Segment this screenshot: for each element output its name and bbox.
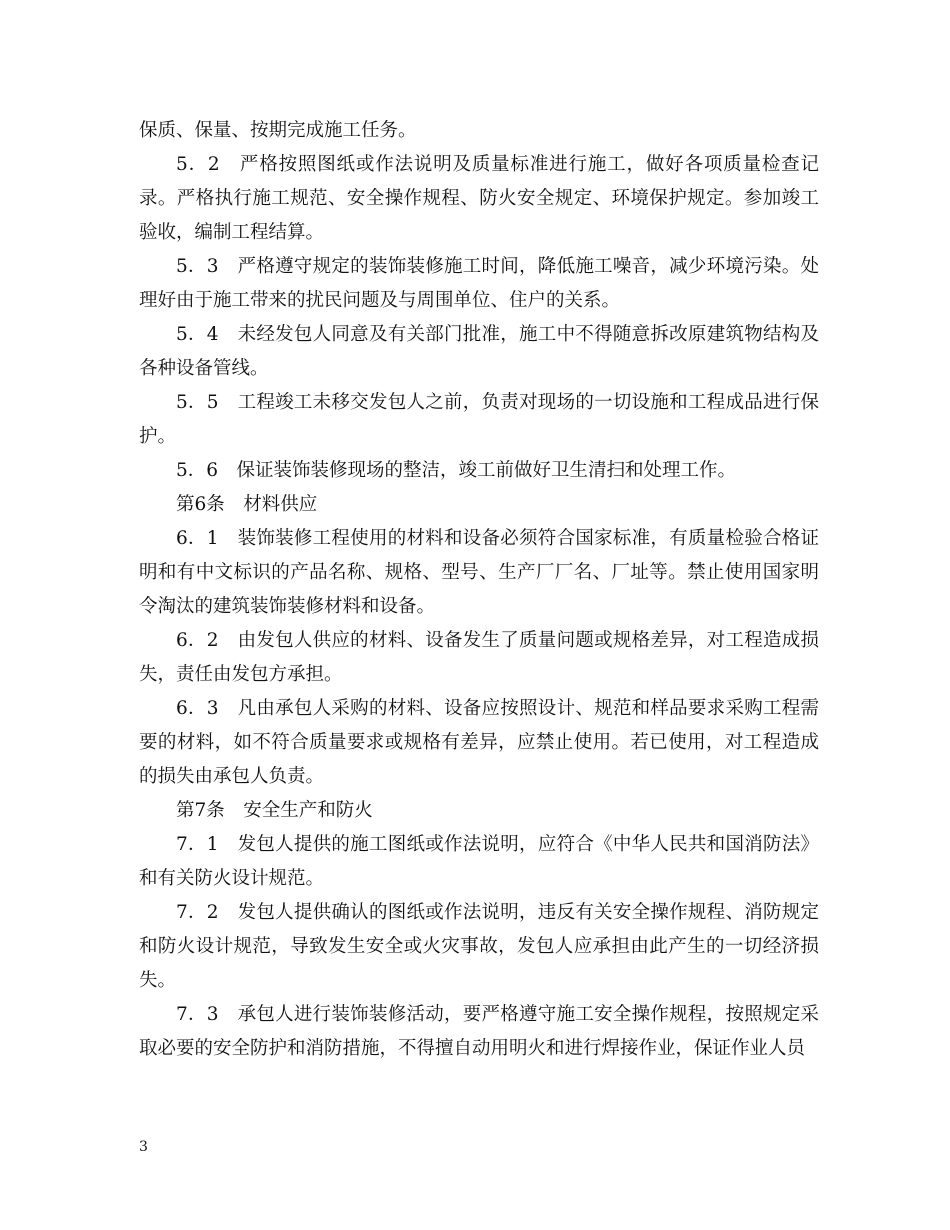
clause-6-1: 6．1 装饰装修工程使用的材料和设备必须符合国家标准，有质量检验合格证明和有中文标识的产品名称、规格、型号、生产厂厂名、厂址等。禁止使用国家明令淘汰的建筑装饰装修材料和设备。 [139,528,819,617]
page-number: 3 [139,1139,148,1155]
document-body [139,114,819,1066]
article-7-heading: 第7条 安全生产和防火 [176,800,373,821]
clause-5-4: 5．4 未经发包人同意及有关部门批准，施工中不得随意拆改原建筑物结构及各种设备管线。 [139,324,819,379]
clause-5-5: 5．5 工程竣工未移交发包人之前，负责对现场的一切设施和工程成品进行保护。 [139,392,819,447]
clause-6-3: 6．3 凡由承包人采购的材料、设备应按照设计、规范和样品要求采购工程需要的材料，如不符合质量要求或规格有差异，应禁止使用。若已使用，对工程造成的损失由承包人负责。 [139,698,819,787]
clause-7-1: 7．1 发包人提供的施工图纸或作法说明，应符合《中华人民共和国消防法》和有关防火设计规范。 [139,834,819,889]
clause-5-6: 5．6 保证装饰装修现场的整洁，竣工前做好卫生清扫和处理工作。 [176,460,737,481]
clause-5-2: 5．2 严格按照图纸或作法说明及质量标准进行施工，做好各项质量检查记录。严格执行施工规范、安全操作规程、防火安全规定、环境保护规定。参加竣工验收，编制工程结算。 [139,154,819,243]
clause-7-3: 7．3 承包人进行装饰装修活动，要严格遵守施工安全操作规程，按照规定采取必要的安全防护和消防措施，不得擅自动用明火和进行焊接作业，保证作业人员 [139,1004,819,1059]
clause-7-2: 7．2 发包人提供确认的图纸或作法说明，违反有关安全操作规程、消防规定和防火设计规范，导致发生安全或火灾事故，发包人应承担由此产生的一切经济损失。 [139,902,819,991]
paragraph-continuation: 保质、保量、按期完成施工任务。 [139,120,417,141]
clause-5-3: 5．3 严格遵守规定的装饰装修施工时间，降低施工噪音，减少环境污染。处理好由于施工带来的扰民问题及与周围单位、住户的关系。 [139,256,819,311]
clause-6-2: 6．2 由发包人供应的材料、设备发生了质量问题或规格差异，对工程造成损失，责任由发包方承担。 [139,630,819,685]
article-6-heading: 第6条 材料供应 [176,494,318,515]
